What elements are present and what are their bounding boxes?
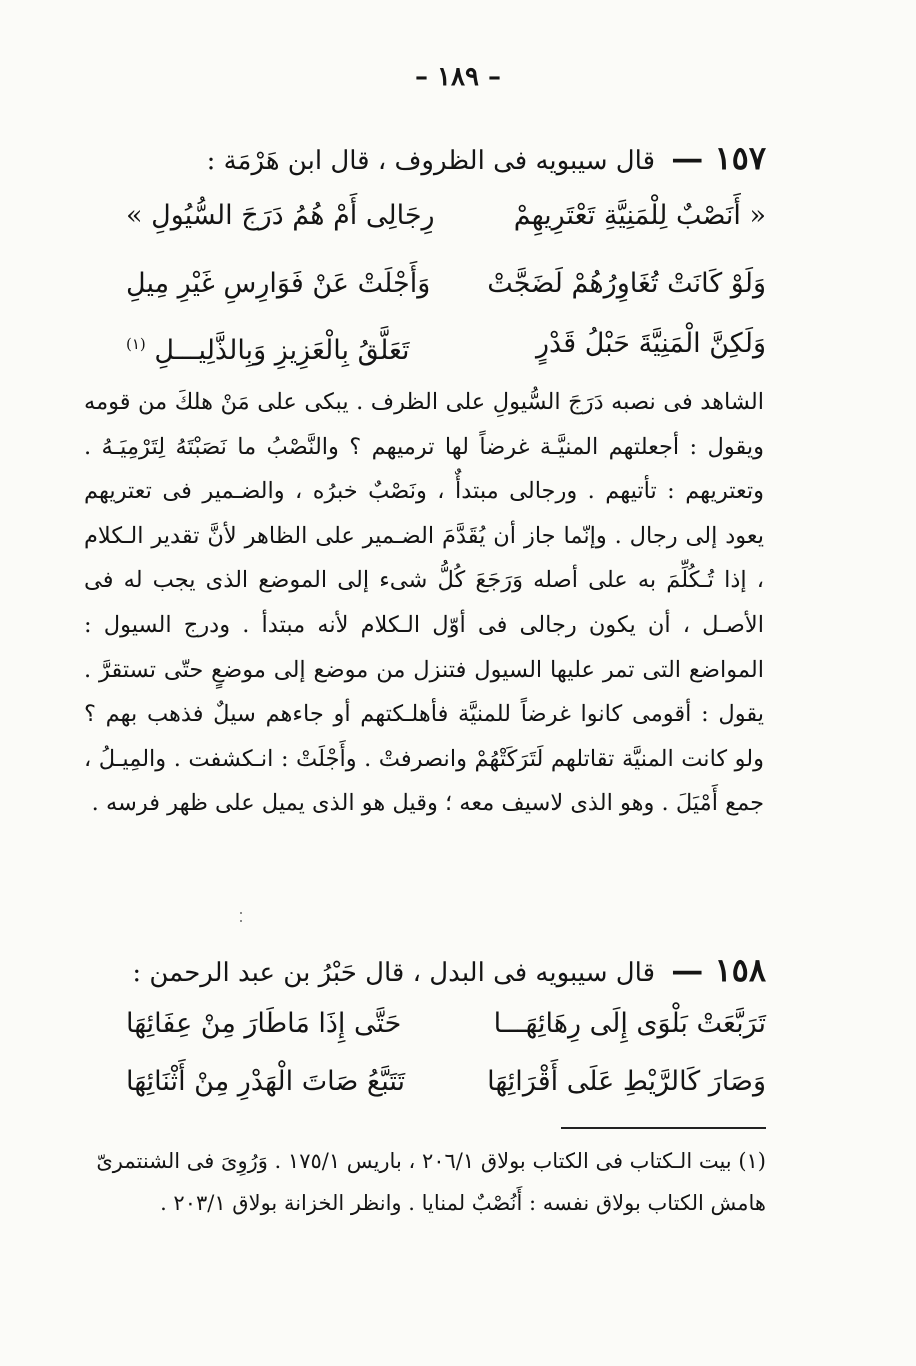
entry-157-number: ١٥٧ — — [671, 139, 766, 177]
verse-second-hemistich: وَأَجْلَتْ عَنْ فَوَارِسِ غَيْرِ مِيلِ — [126, 268, 431, 299]
entry-158-heading — [126, 950, 766, 993]
verse-157-3 — [126, 322, 766, 373]
print-speck — [240, 920, 242, 922]
print-speck — [240, 912, 242, 914]
page-number: – ١٨٩ – — [414, 62, 502, 92]
verse-first-hemistich: تَرَبَّعَتْ بَلْوَى إِلَى رِهَائِهَـــا — [493, 1008, 766, 1039]
verse-second-hemistich: رِجَالِى أَمْ هُمُ دَرَجَ السُّيُولِ » — [126, 200, 435, 231]
verse-157-1 — [126, 194, 766, 238]
entry-157-heading-text: قال سيبويه فى الظروف ، قال ابن هَرْمَة : — [206, 146, 656, 176]
verse-first-hemistich: وَلَكِنَّ الْمَنِيَّةَ حَبْلُ قَدْرٍ — [536, 328, 766, 359]
entry-158-number: ١٥٨ — — [671, 951, 766, 989]
entry-158-heading-text: قال سيبويه فى البدل ، قال حَبْرُ بن عبد الرحمن : — [132, 958, 656, 988]
entry-157-heading — [126, 138, 766, 181]
verse-first-hemistich: وَلَوْ كَانَتْ تُغَاوِرُهُمْ لَضَجَّتْ — [487, 268, 766, 299]
verse-first-hemistich: وَصَارَ كَالرَّيْطِ عَلَى أَقْرَائِهَا — [487, 1066, 766, 1097]
verse-second-hemistich: تَتَبَّعُ صَاتَ الْهَدْرِ مِنْ أَثْنَائِهَا — [126, 1066, 406, 1097]
footnote-marker: (١) — [126, 335, 146, 353]
entry-157-commentary: الشاهد فى نصبه دَرَجَ السُّيولِ على الظرف . يبكى على مَنْ هلكَ من قومه ويقول : أجعلتهم المنيَّـة غرضاً لها ترميهم ؟ والنَّصْبُ ما نَصَبْتَهُ لِتَرْمِيَـهُ . وتعتريهم : تأتيهم . ورجالى مبتدأٌ ، ونَصْبٌ خبرُه ، والضـمير فى تعتريهم يعود إلى رجال . وإنّما جاز أن يُقَدَّمَ الضـمير على الظاهر لأنَّ تقدير الـكلام ، إذا تُـكُلِّمَ به على أصله وَرَجَعَ كُلُّ شىء إلى الموضع الذى يجب له فى الأصـل ، أن يكون رجالى فى أوّل الـكلام لأنه مبتدأ . ودرج السيول : المواضع التى تمر عليها السيول فتنزل من موضع إلى موضعٍ حتّى تستقرَّ . يقول : أقومى كانوا غرضاً للمنيَّة فأهلـكتهم أو جاءهم سيلٌ فذهب بهم ؟ ولو كانت المنيَّة تقاتلهم لَتَرَكَتْهُمْ وانصرفتْ . وأَجْلَتْ : انـكشفت . والمِيـلُ ، جمع أَمْيَلَ . وهو الذى لاسيف معه ؛ وقيل هو الذى يميل على ظهر فرسه . — [84, 389, 764, 817]
footnote: (١) بيت الـكتاب فى الكتاب بولاق ٢٠٦/١ ، باريس ١٧٥/١ . وَرُوِىَ فى الشنتمرىّ هامش الكتاب بولاق نفسه : أَنُصْبٌ لمنايا . وانظر الخزانة بولاق ٢٠٣/١ . — [96, 1149, 766, 1215]
verse-158-1 — [126, 1002, 766, 1046]
verse-157-2 — [126, 262, 766, 306]
verse-158-2 — [126, 1060, 766, 1104]
verse-first-hemistich: « أَنَصْبٌ لِلْمَنِيَّةِ تَعْتَرِيهِمْ — [513, 200, 766, 231]
verse-second-hemistich: حَتَّى إِذَا مَاطَارَ مِنْ عِفَائِهَا — [126, 1008, 402, 1039]
footnote-divider — [561, 1127, 766, 1129]
verse-second-hemistich: تَعَلَّقُ بِالْعَزِيزِ وَبِالذَّلِيـــلِ — [154, 335, 410, 366]
